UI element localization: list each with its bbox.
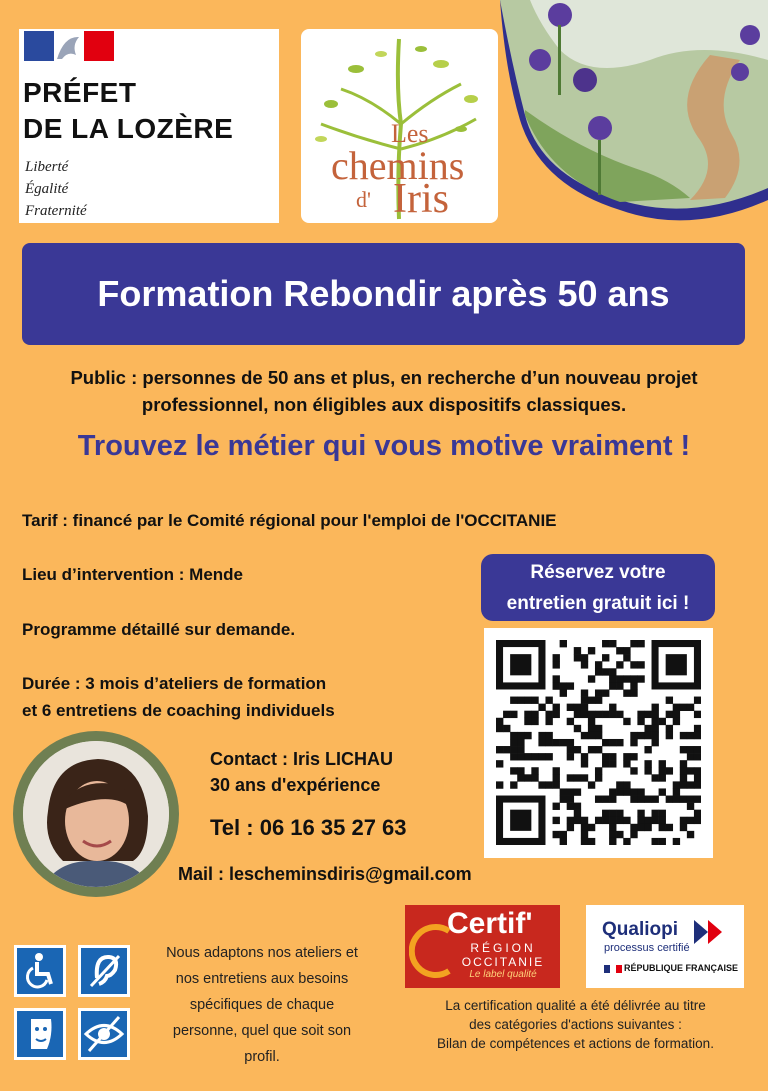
reserve-line1: Réservez votre	[530, 562, 666, 583]
certnote-line: La certification qualité a été délivrée au titre	[445, 998, 706, 1013]
logo-text-chemins: chemins	[331, 143, 465, 188]
qr-code-icon	[496, 640, 701, 845]
public-description	[20, 364, 748, 418]
certif-occitanie: OCCITANIE	[461, 955, 545, 969]
prefet-title-line2: DE LA LOZÈRE	[23, 113, 234, 144]
wheelchair-icon	[14, 945, 66, 997]
formation-title-banner	[22, 243, 745, 345]
tagline: Trouvez le métier qui vous motive vraiment !	[77, 430, 691, 462]
certif-title: Certif'	[447, 907, 533, 940]
public-line1: Public : personnes de 50 ans et plus, en recherche d’un nouveau projet	[70, 367, 698, 388]
qualiopi-logo	[586, 905, 744, 988]
qualiopi-subtitle: processus certifié	[604, 942, 690, 954]
motto-egalite: Égalité	[25, 181, 69, 197]
contact-tel[interactable]: Tel : 06 16 35 27 63	[210, 815, 407, 840]
cognitive-icon	[14, 1008, 66, 1060]
public-line2: professionnel, non éligibles aux dispositifs classiques.	[141, 394, 627, 415]
qr-code[interactable]	[484, 628, 713, 858]
programme-text: Programme détaillé sur demande.	[22, 620, 296, 639]
logo-text-les: Les	[391, 119, 429, 148]
certification-note	[398, 996, 753, 1053]
motto-liberte: Liberté	[25, 159, 69, 175]
hearing-icon	[78, 945, 130, 997]
french-flag-icon	[604, 965, 622, 973]
motto-fraternite: Fraternité	[25, 203, 87, 219]
accessibility-text	[143, 940, 381, 1070]
qualiopi-republic: RÉPUBLIQUE FRANÇAISE	[624, 963, 739, 973]
marianne-logo-icon	[24, 31, 114, 61]
reserve-entretien-badge	[481, 554, 715, 621]
accessibility-line: spécifiques de chaque	[189, 997, 335, 1013]
reserve-line2: entretien gratuit ici !	[506, 593, 690, 614]
tarif-text: Tarif : financé par le Comité régional pour l'emploi de l'OCCITANIE	[22, 511, 557, 530]
iris-path-illustration	[500, 0, 768, 235]
duree-line1: Durée : 3 mois d’ateliers de formation	[22, 674, 327, 693]
contact-name: Contact : Iris LICHAU	[210, 749, 394, 769]
certif-region-occitanie-logo	[405, 905, 560, 988]
qualiopi-title: Qualiopi	[602, 919, 678, 940]
accessibility-line: nos entretiens aux besoins	[175, 971, 349, 987]
lieu-text: Lieu d’intervention : Mende	[22, 565, 244, 584]
prefet-title-line1: PRÉFET	[23, 77, 137, 108]
logo-text-iris: Iris	[393, 176, 449, 222]
portrait-image	[23, 741, 169, 887]
contact-experience: 30 ans d'expérience	[210, 775, 381, 795]
certif-label: Le label qualité	[469, 969, 537, 980]
certif-region: RÉGION	[470, 941, 536, 955]
accessibility-line: Nous adaptons nos ateliers et	[166, 945, 358, 961]
duree-line2: et 6 entretiens de coaching individuels	[22, 701, 335, 720]
prefet-logo-card	[19, 29, 279, 223]
certnote-line: Bilan de compétences et actions de formation.	[437, 1036, 714, 1051]
formation-title: Formation Rebondir après 50 ans	[97, 273, 670, 314]
chemins-iris-logo	[301, 29, 498, 223]
contact-mail[interactable]: Mail : lescheminsdiris@gmail.com	[178, 864, 472, 884]
visual-impairment-icon	[78, 1008, 130, 1060]
accessibility-line: personne, quel que soit son	[172, 1023, 352, 1039]
accessibility-line: profil.	[244, 1049, 280, 1065]
qualiopi-arrow-icon	[694, 920, 726, 944]
certnote-line: des catégories d'actions suivantes :	[469, 1017, 682, 1032]
contact-photo	[13, 731, 179, 897]
logo-text-d: d'	[356, 187, 371, 212]
